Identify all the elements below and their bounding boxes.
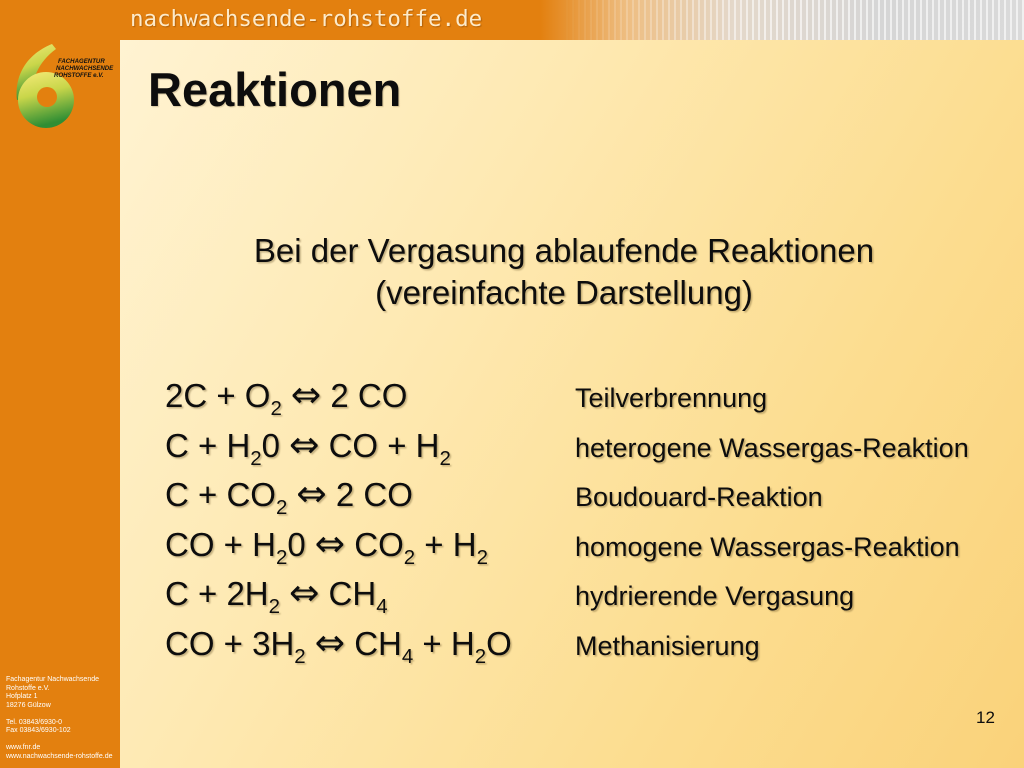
subscript: 4 [376,594,388,618]
reaction-row [165,421,1010,471]
reaction-row [165,371,1010,421]
reaction-row [165,470,1010,520]
fnr-logo-icon [8,42,116,132]
website-line: www.fnr.de [6,744,41,751]
slide-title: Reaktionen [148,63,402,116]
header-stripes-decoration [560,0,1024,40]
subscript: 2 [439,446,451,470]
subscript: 4 [401,644,414,668]
reaction-name: hydrierende Vergasung [575,581,855,611]
reaction-equation [165,371,575,421]
formula-text: 2 CO [330,377,408,414]
logo-text-line: FACHAGENTUR [58,58,105,65]
subscript: 2 [275,495,288,519]
phone-fax-block [6,719,118,736]
address-line: 18276 Gülzow [6,701,51,709]
subscript: 2 [403,545,416,569]
subtitle-line: Bei der Vergasung ablaufende Reaktionen [253,232,875,269]
reaction-name: Methanisierung [575,630,760,661]
reaction-name: homogene Wassergas-Reaktion [575,531,960,562]
formula-text: 2 CO [335,476,413,513]
equilibrium-arrow: ⇔ [289,571,320,614]
address-block [6,676,118,710]
reaction-equation [165,470,575,520]
fax-line: Fax 03843/6930-102 [6,727,71,734]
reaction-row [165,569,1010,619]
reaction-equation [165,569,575,619]
logo-hole [37,87,57,107]
page-number: 12 [976,708,995,727]
address-line: Hofplatz 1 [6,693,38,700]
equilibrium-arrow: ⇔ [290,373,322,416]
subscript: 2 [268,594,280,618]
formula-text: 0 [261,426,281,464]
phone-line: Tel. 03843/6930-0 [6,718,63,726]
formula-text: CH [328,575,377,612]
subscript: 2 [250,446,262,470]
formula-text: + H [413,624,475,662]
reaction-name: Boudouard-Reaktion [575,482,823,512]
formula-text: CO [354,525,404,563]
formula-text: + H [415,525,477,563]
formula-text: O [486,624,512,662]
address-line: Fachagentur Nachwachsende [6,676,100,683]
reaction-row [165,520,1010,570]
formula-text: CH [354,624,402,662]
site-name: nachwachsende-rohstoffe.de [130,6,483,32]
subscript: 2 [294,644,306,668]
logo-text-line: NACHWACHSENDE [56,65,114,72]
reaction-name: heterogene Wassergas-Reaktion [575,432,969,463]
reaction-row [165,619,1010,669]
equilibrium-arrow: ⇔ [296,472,327,515]
formula-text: 2C + O [165,377,271,414]
sidebar [0,0,120,768]
formula-text: C + 2H [165,575,269,612]
website-line: www.nachwachsende-rohstoffe.de [6,752,113,760]
subscript: 2 [476,545,488,569]
subscript: 2 [270,396,282,420]
fnr-logo [8,42,116,132]
subscript: 2 [474,644,487,668]
formula-text: CO + H [165,525,276,563]
sidebar-contact-info [6,676,118,761]
reaction-equation [165,520,575,570]
equilibrium-arrow: ⇔ [314,620,346,664]
reaction-equation [165,421,575,471]
reaction-equation [165,619,575,669]
formula-text: 0 [287,525,306,563]
logo-text-line: ROHSTOFFE e.V. [54,72,104,79]
reaction-list [165,371,1010,668]
address-line: Rohstoffe e.V. [6,684,50,692]
web-block [6,744,118,761]
subtitle-line: (vereinfachte Darstellung) [375,274,753,311]
reaction-name: Teilverbrennung [575,383,768,413]
subscript: 2 [275,545,288,569]
formula-text: CO + H [328,426,440,464]
slide-subtitle [120,230,1008,314]
formula-text: C + CO [165,476,276,513]
formula-text: C + H [165,426,251,464]
equilibrium-arrow: ⇔ [289,422,320,466]
equilibrium-arrow: ⇔ [314,521,346,565]
formula-text: CO + 3H [165,624,295,662]
